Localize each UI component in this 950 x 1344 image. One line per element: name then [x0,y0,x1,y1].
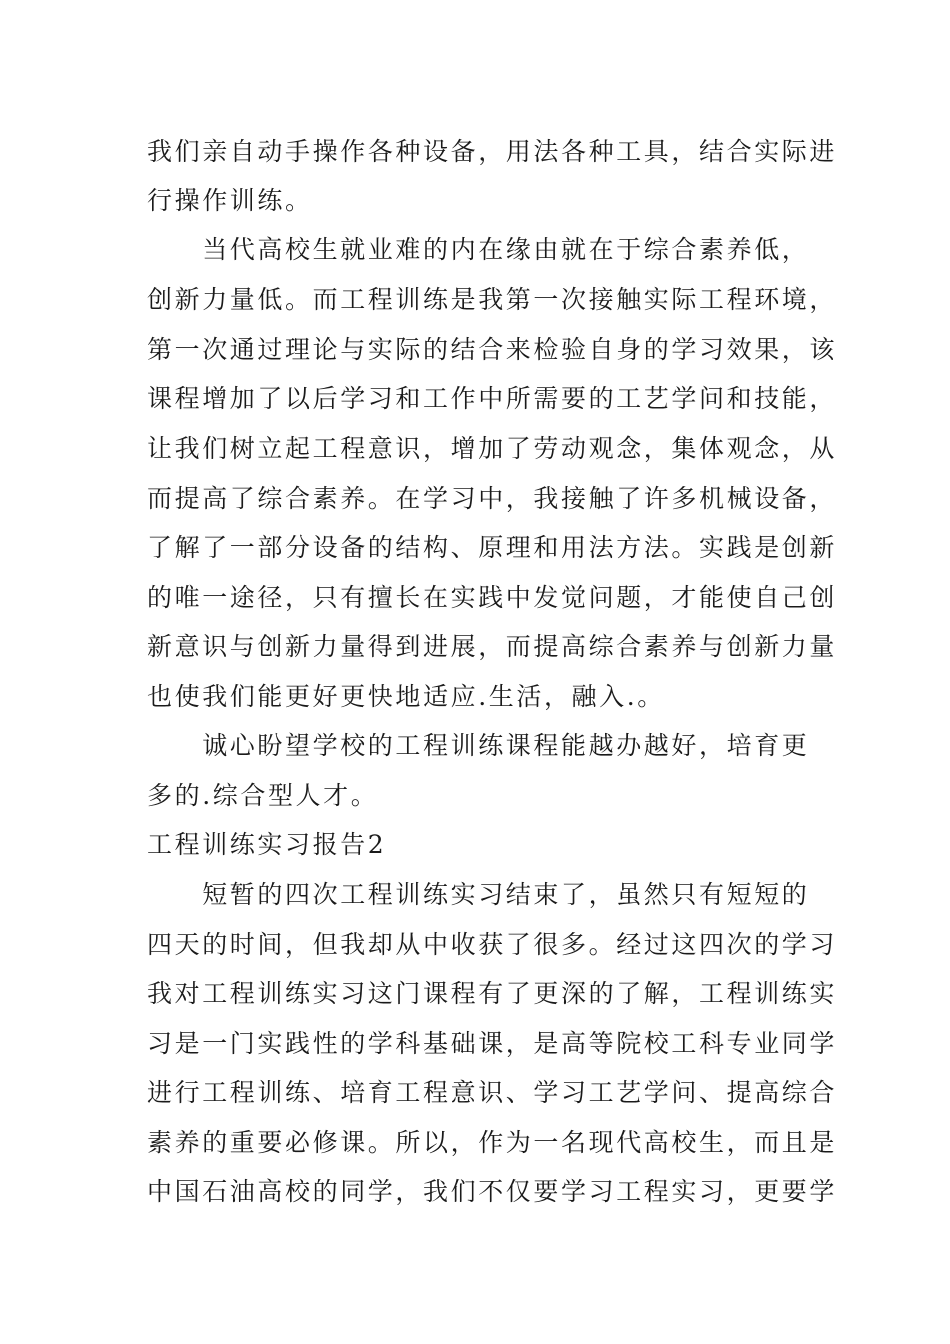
text-line: 我对工程训练实习这门课程有了更深的了解，工程训练实 [147,979,838,1008]
text-line: 了解了一部分设备的结构、原理和用法方法。实践是创新 [147,533,838,562]
text-line: 也使我们能更好更快地适应.生活，融入.。 [147,682,665,711]
text-line: 四天的时间，但我却从中收获了很多。经过这四次的学习 [147,930,838,959]
text-line: 习是一门实践性的学科基础课，是高等院校工科专业同学 [147,1029,838,1058]
text-line: 而提高了综合素养。在学习中，我接触了许多机械设备， [147,484,838,513]
text-line: 中国石油高校的同学，我们不仅要学习工程实习，更要学 [147,1177,838,1206]
text-line: 短暂的四次工程训练实习结束了，虽然只有短短的 [147,880,810,909]
text-line: 多的.综合型人才。 [147,781,379,810]
section-heading: 工程训练实习报告2 [147,830,387,859]
text-line: 我们亲自动手操作各种设备，用法各种工具，结合实际进 [147,137,838,166]
text-line: 的唯一途径，只有擅长在实践中发觉问题，才能使自己创 [147,583,838,612]
text-line: 诚心盼望学校的工程训练课程能越办越好，培育更 [147,731,810,760]
text-line: 新意识与创新力量得到进展，而提高综合素养与创新力量 [147,632,838,661]
text-line: 课程增加了以后学习和工作中所需要的工艺学问和技能， [147,384,838,413]
text-line: 第一次通过理论与实际的结合来检验自身的学习效果，该 [147,335,838,364]
text-line: 进行工程训练、培育工程意识、学习工艺学问、提高综合 [147,1078,838,1107]
text-line: 行操作训练。 [147,186,313,215]
text-line: 创新力量低。而工程训练是我第一次接触实际工程环境， [147,285,838,314]
text-line: 让我们树立起工程意识，增加了劳动观念，集体观念，从 [147,434,838,463]
text-line: 素养的重要必修课。所以，作为一名现代高校生，而且是 [147,1128,838,1157]
text-line: 当代高校生就业难的内在缘由就在于综合素养低， [147,235,810,264]
